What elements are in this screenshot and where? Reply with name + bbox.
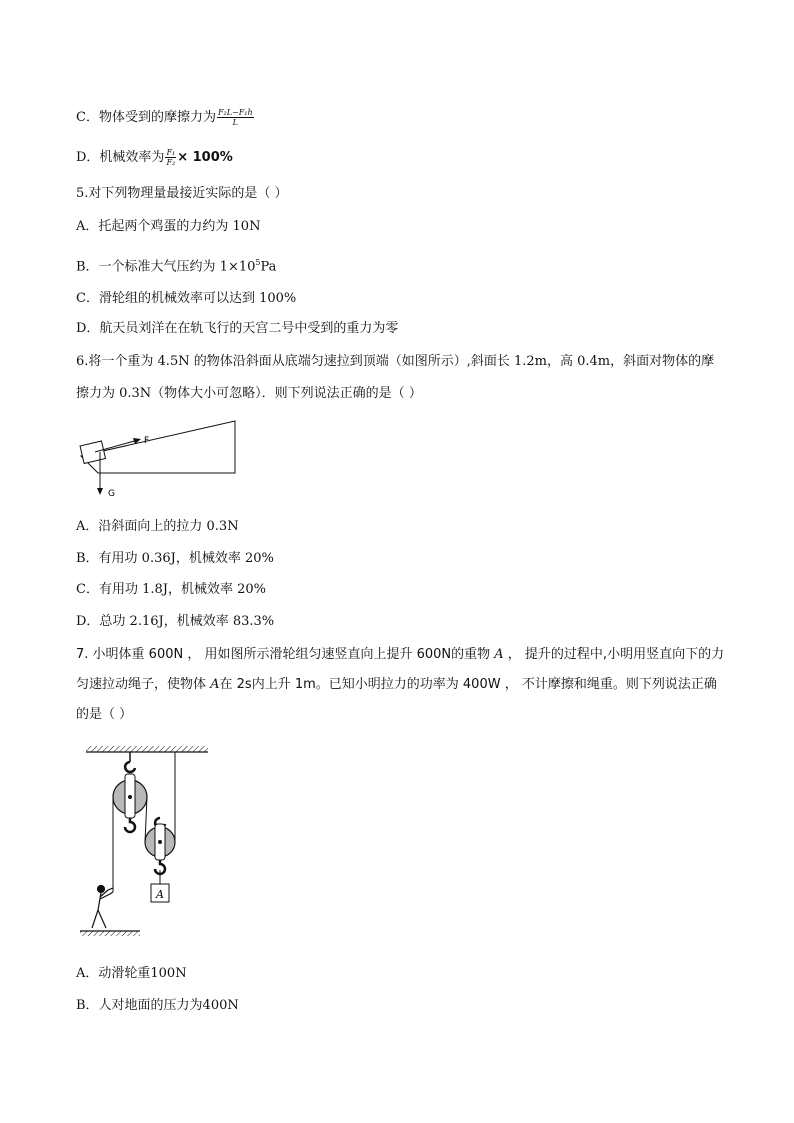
q6-stem: 6.将一个重为 4.5N 的物体沿斜面从底端匀速拉到顶端（如图所示）,斜面长 1.2m，高 0.4m，斜面对物体的摩擦力为 0.3N（物体大小可忽略）．则下列说法正确的是（ ）	[76, 354, 715, 401]
q6-option-c: C．有用功 1.8J，机械效率 20%	[76, 582, 266, 597]
q4-option-c	[76, 108, 255, 128]
incline-plane	[81, 421, 235, 473]
person-icon	[92, 886, 113, 929]
q5-option-b: B．一个标准大气压约为 $1\times 10^5Pa$	[76, 258, 277, 275]
q7-option-a: A．动滑轮重100N	[76, 966, 187, 981]
ground	[80, 931, 140, 936]
gravity-arrowhead	[97, 488, 103, 495]
label-f: F	[144, 436, 150, 446]
q6-option-b: B．有用功 0.36J，机械效率 20%	[76, 551, 274, 566]
q7-option-b: B．人对地面的压力为400N	[76, 998, 239, 1013]
block	[80, 441, 105, 463]
incline-figure	[78, 416, 243, 502]
pulley-figure	[78, 742, 213, 942]
label-a: A	[156, 888, 164, 901]
q4-option-c-text: C．物体受到的摩擦力为	[76, 110, 216, 125]
q6-option-d: D．总功 2.16J，机械效率 83.3%	[76, 614, 275, 629]
q6-option-a: A．沿斜面向上的拉力 0.3N	[76, 519, 239, 534]
fraction: $\frac{\text{F₂L−F₁h}}{L}$	[217, 108, 253, 127]
q4-option-d-text: D．机械效率为	[76, 150, 165, 165]
q4-option-d: D．机械效率为 $\frac{\text{F₁}}{\text{F₂}}$ × 100%	[76, 148, 233, 167]
ceiling	[86, 746, 208, 752]
q5-option-a: A．托起两个鸡蛋的力约为 10N	[76, 219, 261, 234]
label-g: G	[108, 489, 115, 499]
q5-option-d: D．航天员刘洋在在轨飞行的天宫二号中受到的重力为零	[76, 321, 399, 336]
fraction: $\frac{\text{F₁}}{\text{F₂}}$	[166, 148, 176, 167]
q5-option-c: C．滑轮组的机械效率可以达到 100%	[76, 291, 297, 306]
q5-stem: 5.对下列物理量最接近实际的是（ ）	[76, 186, 288, 201]
q7-stem: 7. 小明体重 600N ， 用如图所示滑轮组匀速竖直向上提升 600N的重物 A ， 提升的过程中,小明用竖直向下的力匀速拉动绳子，使物体 A在 2s内上升 1m。已知小明拉力的功率为 400W ， 不计摩擦和绳重。则下列说法正确的是（ ）	[76, 647, 725, 722]
hook-icon	[125, 762, 135, 772]
